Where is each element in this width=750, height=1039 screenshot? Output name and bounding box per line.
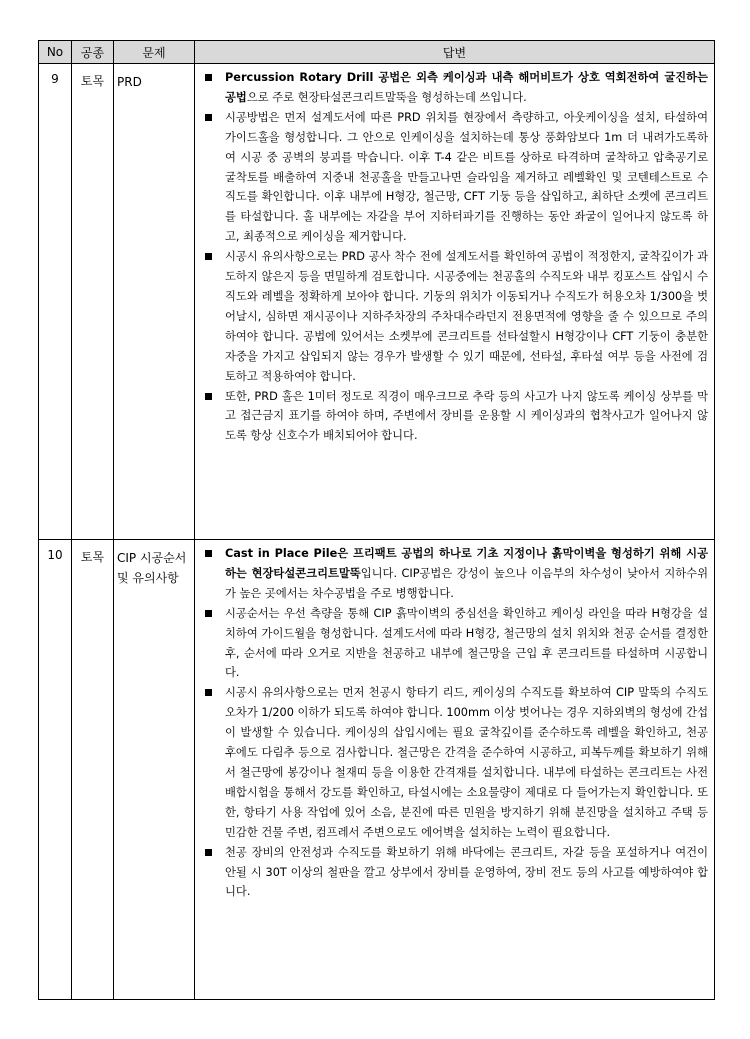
row-category: 토목 [72,540,114,1000]
row-number: 10 [39,540,72,1000]
answer-item [203,604,708,684]
answer-text: 또한, PRD 홀은 1미터 정도로 직경이 매우크므로 추락 등의 사고가 나지 않도록 케이싱 상부를 막고 접근금지 표기를 하여야 하며, 주변에서 장비를 운용할 시 케이싱과의 협착사고가 일어나지 않도록 항상 신호수가 배치되어야 합니다. [225,389,708,443]
answer-item [203,544,708,604]
answer-text: 시공순서는 우선 측량을 통해 CIP 흙막이벽의 중심선을 확인하고 케이싱 라인을 따라 H형강을 설치하여 가이드월을 형성합니다. 설계도서에 따라 H형강, 철근망의 설치 위치와 천공 순서를 결정한 후, 순서에 따라 오거로 지반을 천공하고 내부에 철근망을 근입 후 콘크리트를 타설하며 시공합니다. [225,606,708,680]
square-bullet-icon [205,689,212,696]
square-bullet-icon [205,550,212,557]
answer-item [203,247,708,386]
square-bullet-icon [205,849,212,856]
answer-bold: Percussion Rotary Drill 공법은 외측 케이싱과 내측 해머비트가 상호 역회전하여 굴진하는 공법 [225,71,708,104]
table-row [39,64,715,540]
answer-text: 시공시 유의사항으로는 PRD 공사 착수 전에 설계도서를 확인하여 공법이 적정한지, 굴착깊이가 과도하지 않은지 등을 면밀하게 검토합니다. 시공중에는 천공홀의 수직도와 내부 킹포스트 삽입시 수직도와 레벨을 정확하게 보아야 합니다. 기둥의 위치가 이동되거나 수직도가 허용오차 1/300을 벗어날시, 심하면 재시공이나 지하주차장의 주차대수라던지 전용면적에 영향을 줄 수 있으므로 주의하여야 합니다. 공법에 있어서는 소켓부에 콘크리트를 선타설할시 H형강이나 CFT 기둥이 충분한 자중을 가지고 삽입되지 않는 경우가 발생할 수 있기 때문에, 선타설, 후타설 여부 등을 사전에 검토하고 적용하여야 합니다. [225,250,708,383]
row-category: 토목 [72,64,114,540]
answer-item [203,68,708,108]
row-answer [195,540,715,1000]
row-answer [195,64,715,540]
header-question: 문제 [114,41,195,64]
answer-item [203,843,708,903]
answer-text: 시공시 유의사항으로는 먼저 천공시 항타기 리드, 케이싱의 수직도를 확보하여 CIP 말뚝의 수직도 오차가 1/200 이하가 되도록 하여야 합니다. 100mm 이상 벗어나는 경우 지하외벽의 형성에 간섭이 발생할 수 있습니다. 케이싱의 삽입시에는 필요 굴착깊이를 준수하도록 레벨을 확인하고, 천공후에도 다림추 등으로 검사합니다. 철근망은 간격을 준수하여 시공하고, 피복두께를 확보하기 위해서 철근망에 봉강이나 철재띠 등을 이용한 간격재를 설치합니다. 내부에 타설하는 콘크리트는 사전 배합시험을 통해서 강도를 확인하고, 타설시에는 소요물량이 제대로 다 들어가는지 확인합니다. 또한, 항타기 사용 작업에 있어 소음, 분진에 따른 민원을 방지하기 위해 분진망을 설치하고 주택 등 민감한 건물 주변, 컴프레서 주변으로도 에어벽을 설치하는 노력이 필요합니다. [225,686,708,839]
answer-text: 입니다. CIP공법은 강성이 높으나 이음부의 차수성이 낮아서 지하수위가 높은 곳에서는 차수공법을 주로 병행합니다. [225,566,708,600]
answer-bold: Cast in Place Pile은 프리팩트 공법의 하나로 기초 지정이나 흙막이벽을 형성하기 위해 시공하는 현장타설콘크리트말뚝 [225,547,708,580]
answer-item [203,387,708,447]
header-category: 공종 [72,41,114,64]
qa-table [38,40,715,1000]
header-answer: 답변 [195,41,715,64]
answer-list [203,544,708,902]
square-bullet-icon [205,253,212,260]
answer-list [203,68,708,446]
square-bullet-icon [205,74,212,81]
answer-text: 시공방법은 먼저 설계도서에 따른 PRD 위치를 현장에서 측량하고, 아웃케이싱을 설치, 타설하여 가이드홀을 형성합니다. 그 안으로 인케이싱을 설치하는데 통상 풍화암보다 1m 더 내려가도록하여 시공 중 공벽의 붕괴를 막습니다. 이후 T-4 같은 비트를 상하로 타격하며 굴착하고 압축공기로 굴착토를 배출하여 지중내 천공홀을 만들고나면 슬라임을 제거하고 레벨확인 및 코텐테스트로 수직도를 확인합니다. 이후 내부에 H형강, 철근망, CFT 기둥 등을 삽입하고, 최하단 소켓에 콘크리트를 타설합니다. 홀 내부에는 자갈을 부어 지하터파기를 진행하는 동안 좌굴이 일어나지 않도록 하고, 최종적으로 케이싱을 제거합니다. [225,110,708,244]
row-question: PRD [114,64,195,540]
table-row [39,540,715,1000]
square-bullet-icon [205,393,212,400]
square-bullet-icon [205,114,212,121]
header-row [39,41,715,64]
header-no: No [39,41,72,64]
row-number: 9 [39,64,72,540]
answer-text: 천공 장비의 안전성과 수직도를 확보하기 위해 바닥에는 콘크리트, 자갈 등을 포설하거나 여건이 안될 시 30T 이상의 철판을 깔고 상부에서 장비를 운영하여, 장비 전도 등의 사고를 예방하여야 합니다. [225,845,708,899]
square-bullet-icon [205,610,212,617]
answer-item [203,108,708,247]
row-question: CIP 시공순서 및 유의사항 [114,540,195,1000]
answer-text: 으로 주로 현장타설콘크리트말뚝을 형성하는데 쓰입니다. [246,90,527,104]
answer-item [203,683,708,842]
